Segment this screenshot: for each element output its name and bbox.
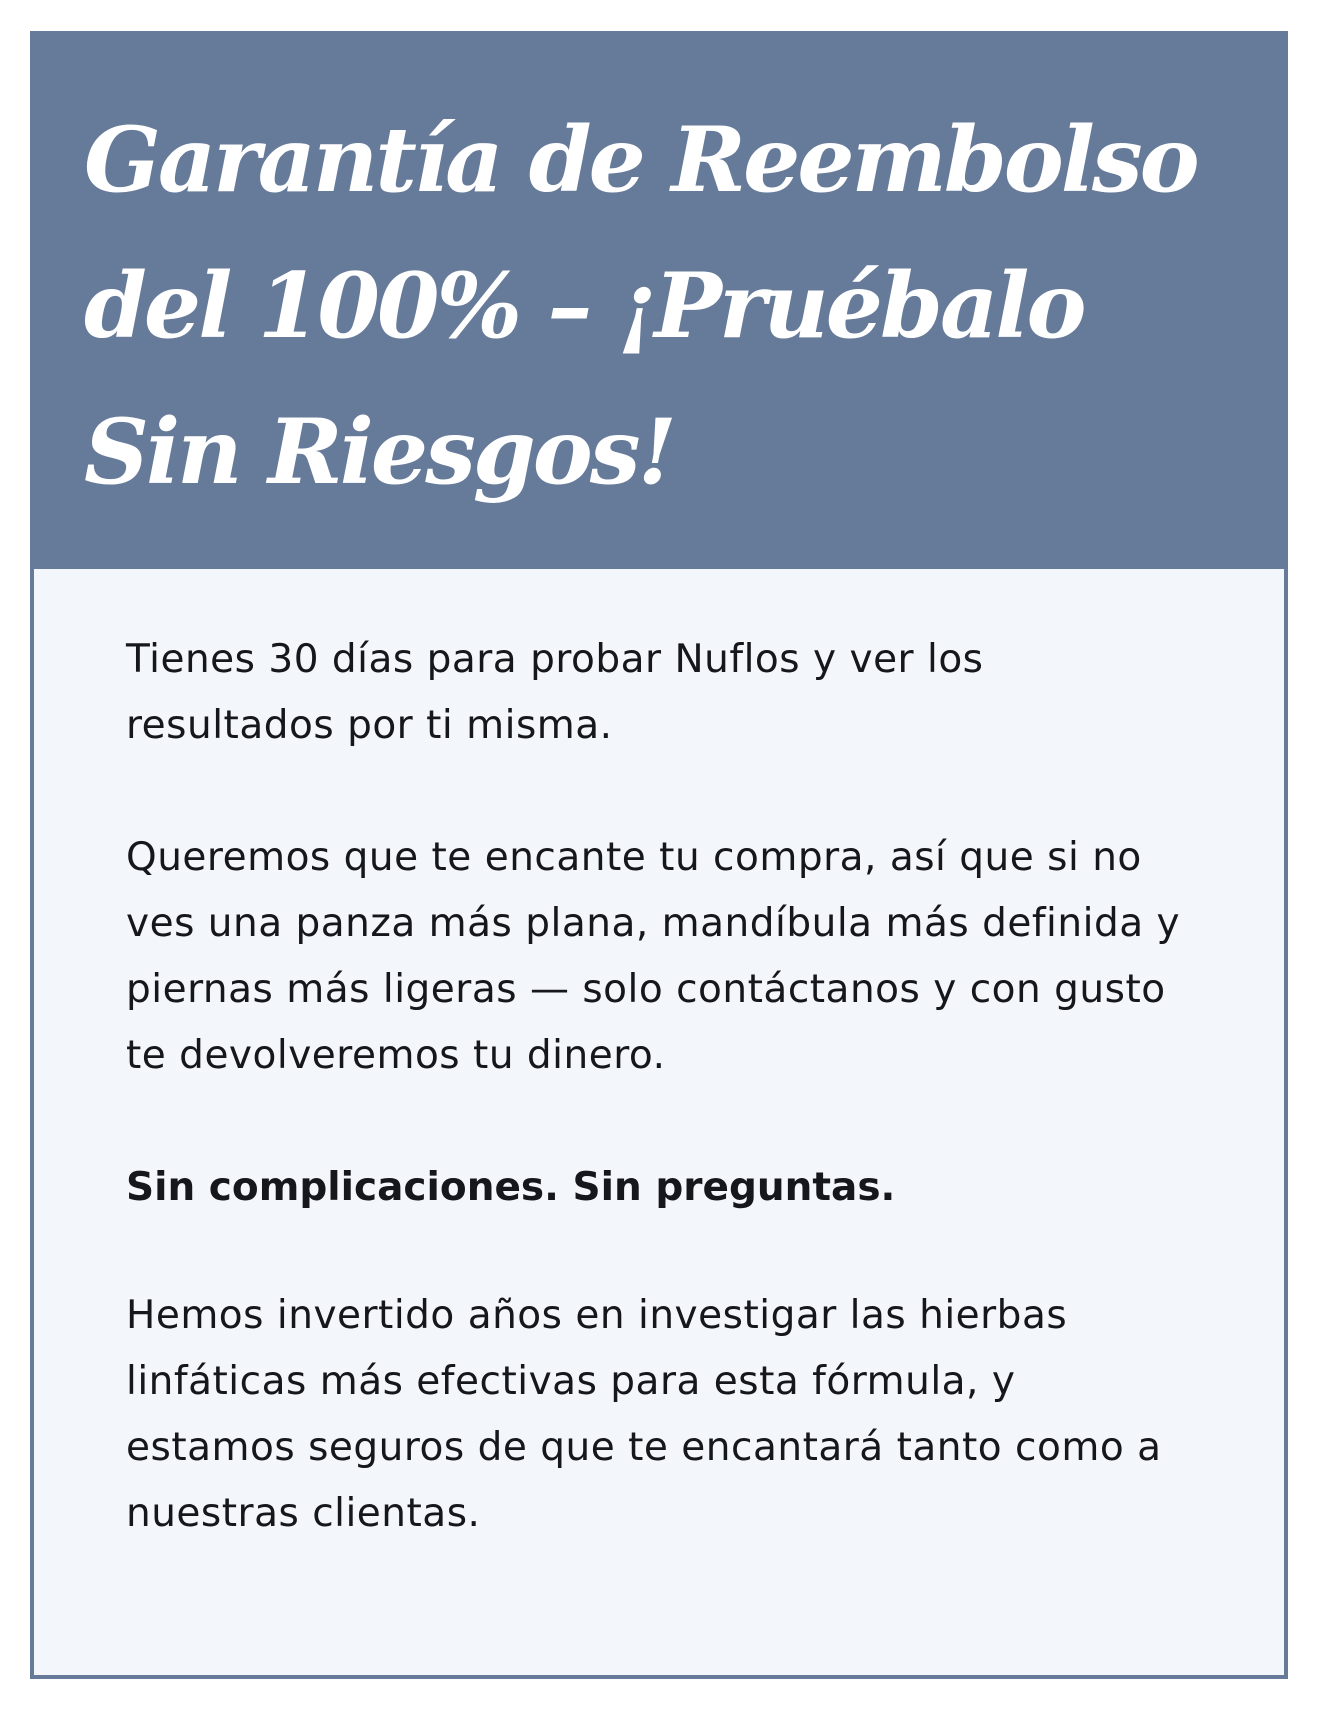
trial-period-paragraph: Tienes 30 días para probar Nuflos y ver los resultados por ti misma.	[126, 637, 984, 748]
refund-policy-paragraph: Queremos que te encante tu compra, así que si no ves una panza más plana, mandíbula más definida y piernas más ligeras — solo contáctanos y con gusto te devolveremos tu dinero.	[126, 835, 1181, 1078]
guarantee-body	[34, 569, 1284, 1547]
no-hassle-statement: Sin complicaciones. Sin preguntas.	[126, 1165, 896, 1210]
guarantee-title: Garantía de Reembolso del 100% – ¡Pruébalo Sin Riesgos!	[84, 107, 1197, 505]
research-paragraph: Hemos invertido años en investigar las hierbas linfáticas más efectivas para esta fórmula, y estamos seguros de que te encantará tanto como a nuestras clientas.	[126, 1293, 1162, 1536]
guarantee-card	[30, 31, 1288, 1679]
guarantee-header	[34, 35, 1284, 569]
